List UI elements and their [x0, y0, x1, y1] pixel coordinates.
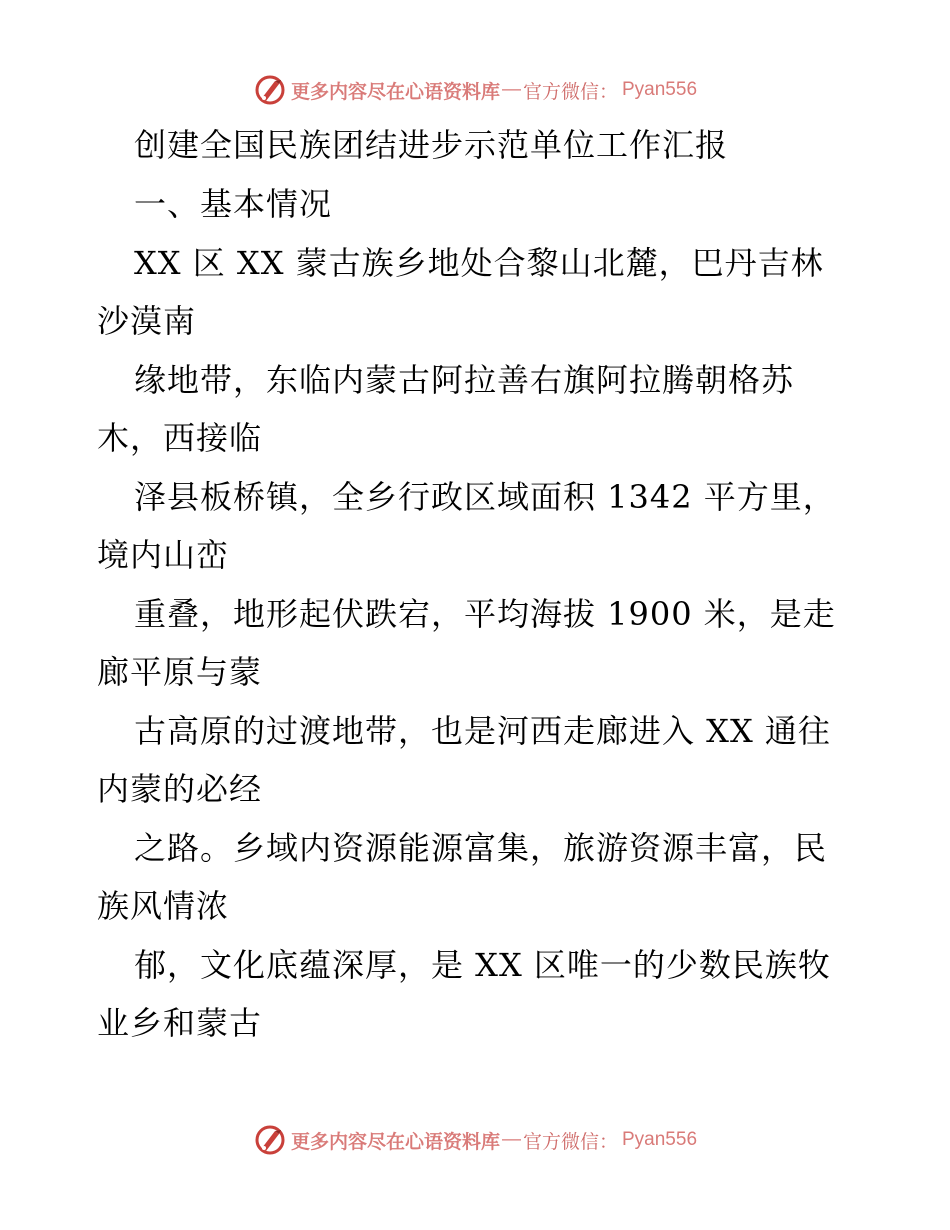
watermark-wechat-id: Pyan556: [622, 79, 698, 100]
watermark-text: 更多内容尽在心语资料库: [290, 80, 500, 103]
body-line: 郁，文化底蕴深厚，是 XX 区唯一的少数民族牧: [134, 946, 831, 984]
body-line: 廊平原与蒙: [97, 653, 263, 691]
watermark-wechat-label: 官方微信：: [522, 80, 618, 103]
watermark-wechat-label: 官方微信：: [522, 1130, 618, 1153]
footer-watermark: [0, 1120, 950, 1160]
body-line: 沙漠南: [97, 302, 197, 340]
header-watermark: [0, 70, 950, 110]
pen-logo-icon: [253, 1123, 287, 1157]
body-line: 业乡和蒙古: [97, 1004, 263, 1042]
body-line: 泽县板桥镇，全乡行政区域面积 1342 平方里，: [134, 478, 836, 516]
body-line: 之路。乡域内资源能源富集，旅游资源丰富，民: [134, 829, 828, 867]
document-title: 创建全国民族团结进步示范单位工作汇报: [134, 126, 729, 164]
body-line: 缘地带，东临内蒙古阿拉善右旗阿拉腾朝格苏: [134, 361, 795, 399]
body-line: 境内山峦: [97, 536, 230, 574]
watermark-text: 更多内容尽在心语资料库: [290, 1130, 500, 1153]
body-line: 木，西接临: [97, 419, 263, 457]
watermark-separator: —: [501, 1129, 521, 1150]
body-line: 重叠，地形起伏跌宕，平均海拔 1900 米，是走: [134, 595, 836, 633]
body-line: 族风情浓: [97, 887, 230, 925]
section-heading: 一、基本情况: [134, 185, 333, 223]
watermark-separator: —: [501, 79, 521, 100]
body-line: 古高原的过渡地带，也是河西走廊进入 XX 通往: [134, 712, 831, 750]
pen-logo-icon: [253, 73, 287, 107]
body-line: XX 区 XX 蒙古族乡地处合黎山北麓，巴丹吉林: [134, 244, 824, 282]
watermark-wechat-id: Pyan556: [622, 1129, 698, 1150]
body-line: 内蒙的必经: [97, 770, 263, 808]
